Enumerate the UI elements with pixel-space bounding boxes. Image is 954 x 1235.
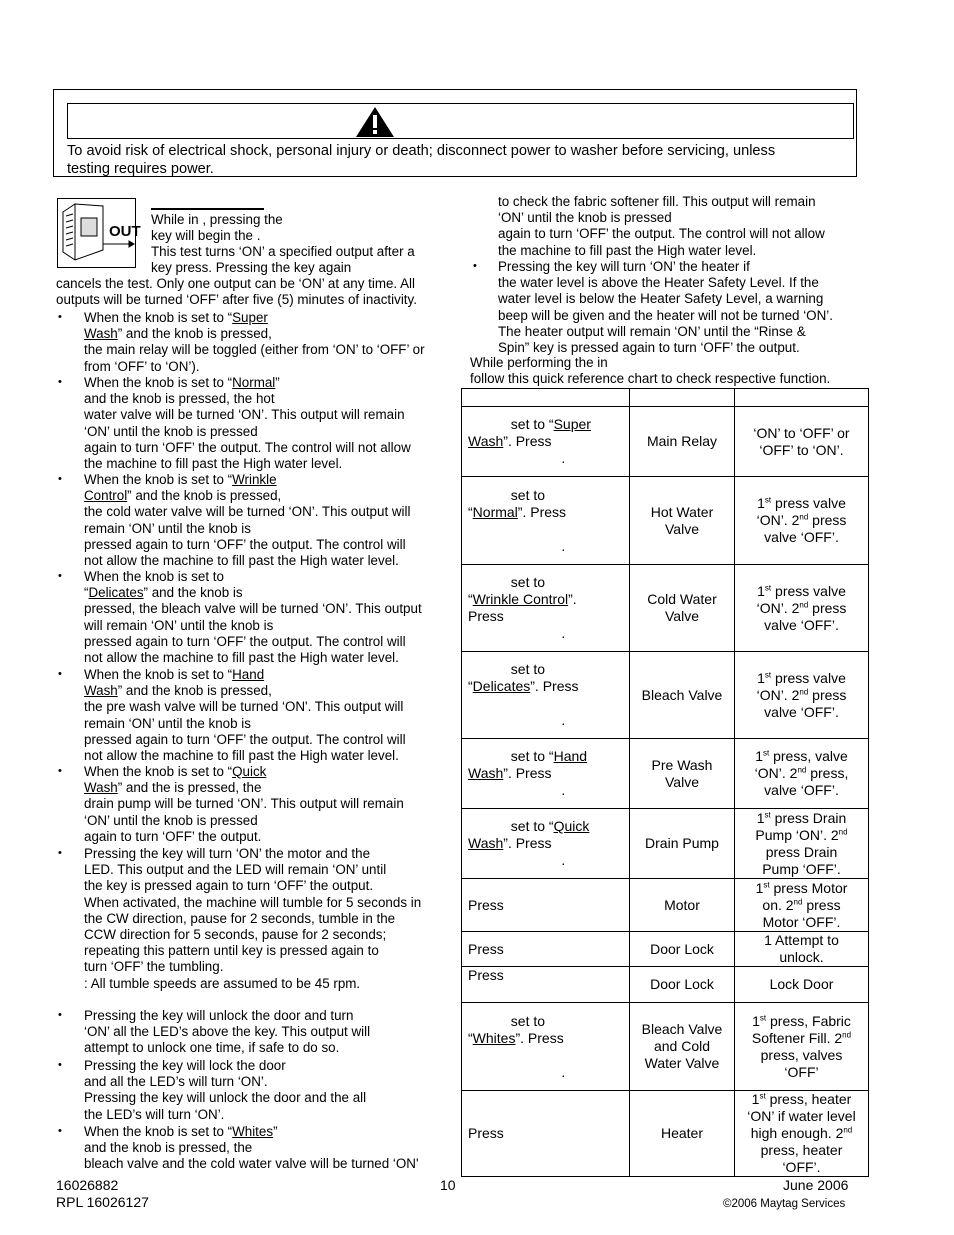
bullet-line: When the knob is set to bbox=[84, 569, 224, 584]
heater-bullet-line: The heater output will remain ‘ON’ until the “Rinse & bbox=[498, 323, 806, 339]
cell-procedure: Press bbox=[462, 1091, 630, 1177]
cell-component: Bleach Valve bbox=[630, 652, 735, 739]
bullet-line: When the knob is set to “Super bbox=[84, 310, 268, 325]
cell-result: 1st press Drain Pump ‘ON’. 2nd press Drain Pump ‘OFF’. bbox=[735, 809, 869, 879]
table-row bbox=[462, 1091, 869, 1177]
bullet-dot: • bbox=[58, 376, 62, 388]
bullet-line: attempt to unlock one time, if safe to do so. bbox=[84, 1040, 340, 1055]
bullet-dot: • bbox=[58, 570, 62, 582]
bullet-line: Pressing the key will lock the door bbox=[84, 1058, 286, 1073]
heading-underline bbox=[151, 208, 264, 210]
cell-procedure: Press bbox=[462, 932, 630, 967]
bullet-line: ‘ON’ all the LED’s above the key. This output will bbox=[84, 1024, 371, 1039]
table-row bbox=[462, 809, 869, 879]
bullet-line: When the knob is set to “Quick bbox=[84, 764, 267, 779]
bullet-line: Wash” and the is pressed, the bbox=[84, 780, 262, 795]
bullet-line: When the knob is set to “Hand bbox=[84, 667, 265, 682]
cell-component: Door Lock bbox=[630, 932, 735, 967]
bullet-line: Pressing the key will turn ‘ON’ the motor and the bbox=[84, 846, 371, 861]
out-icon-label: OUT bbox=[109, 223, 141, 240]
bullet-line: pressed again to turn ‘OFF’ the output. The control will bbox=[84, 634, 406, 649]
bullet-dot: • bbox=[58, 847, 62, 859]
bullet-line: : All tumble speeds are assumed to be 45 rpm. bbox=[84, 976, 361, 991]
bullet-line: remain ‘ON’ until the knob is bbox=[84, 521, 251, 536]
table-row bbox=[462, 407, 869, 477]
bullet-dot: • bbox=[58, 473, 62, 485]
chart-intro-line: While performing the in bbox=[470, 355, 608, 370]
bullet-line: repeating this pattern until key is pressed again to bbox=[84, 943, 379, 958]
cell-procedure: set to “Normal”. Press . bbox=[462, 477, 630, 565]
cell-component: Pre Wash Valve bbox=[630, 739, 735, 809]
copyright: ©2006 Maytag Services bbox=[723, 1198, 846, 1210]
cell-result: 1st press, valve ‘ON’. 2nd press, valve ‘OFF’. bbox=[735, 739, 869, 809]
cell-procedure: Press bbox=[462, 967, 630, 1003]
bullet-line: and the knob is pressed, the hot bbox=[84, 391, 275, 406]
table-row bbox=[462, 652, 869, 739]
chart-intro-line: follow this quick reference chart to check respective function. bbox=[470, 371, 831, 387]
cell-component: Heater bbox=[630, 1091, 735, 1177]
intro-line: While in , pressing the bbox=[151, 212, 283, 227]
bullet-line: Control” and the knob is pressed, bbox=[84, 488, 282, 503]
cell-procedure: set to “Super Wash”. Press . bbox=[462, 407, 630, 477]
bullet-line: from ‘OFF’ to ‘ON’). bbox=[84, 359, 200, 374]
cell-procedure: set to “Quick Wash”. Press . bbox=[462, 809, 630, 879]
bullet-line: Pressing the key will unlock the door and turn bbox=[84, 1008, 354, 1023]
intro-line: cancels the test. Only one output can be ‘ON’ at any time. All bbox=[56, 276, 416, 291]
warning-triangle-icon bbox=[355, 106, 395, 138]
bullet-dot: • bbox=[58, 1125, 62, 1137]
bullet-line: CCW direction for 5 seconds, pause for 2 seconds; bbox=[84, 927, 387, 942]
cell-procedure: set to “Wrinkle Control”. Press . bbox=[462, 565, 630, 652]
heater-bullet-line: the water level is above the Heater Safety Level. If the bbox=[498, 275, 819, 291]
heater-bullet-line: Spin” key is pressed again to turn ‘OFF’ the output. bbox=[498, 340, 800, 355]
cell-procedure: set to “Delicates”. Press . bbox=[462, 652, 630, 739]
cell-result: 1 Attempt to unlock. bbox=[735, 932, 869, 967]
doc-number: 16026882 bbox=[56, 1177, 119, 1193]
bullet-line: LED. This output and the LED will remain ‘ON’ until bbox=[84, 862, 387, 877]
bullet-line: When activated, the machine will tumble for 5 seconds in bbox=[84, 895, 422, 910]
bullet-line: water valve will be turned ‘ON’. This output will remain bbox=[84, 407, 405, 422]
bullet-line: not allow the machine to fill past the High water level. bbox=[84, 650, 399, 665]
cell-result: 1st press valve ‘ON’. 2nd press valve ‘OFF’. bbox=[735, 477, 869, 565]
table-row bbox=[462, 879, 869, 932]
bullet-line: pressed again to turn ‘OFF’ the output. The control will bbox=[84, 732, 406, 747]
bullet-line: the main relay will be toggled (either from ‘ON’ to ‘OFF’ or bbox=[84, 342, 425, 357]
cell-component: Motor bbox=[630, 879, 735, 932]
table-row bbox=[462, 739, 869, 809]
bullet-line: again to turn ‘OFF’ the output. bbox=[84, 829, 262, 844]
bullet-dot: • bbox=[58, 765, 62, 777]
bullet-line: not allow the machine to fill past the High water level. bbox=[84, 553, 399, 568]
right-continued-line: the machine to fill past the High water level. bbox=[498, 242, 757, 258]
bullet-dot: • bbox=[58, 311, 62, 323]
cell-result bbox=[735, 389, 869, 407]
quick-reference-table bbox=[461, 388, 869, 1177]
bullet-line: not allow the machine to fill past the High water level. bbox=[84, 748, 399, 763]
intro-line: outputs will be turned ‘OFF’ after five (5) minutes of inactivity. bbox=[56, 292, 417, 307]
bullet-line: drain pump will be turned ‘ON’. This output will remain bbox=[84, 796, 404, 811]
cell-result: 1st press, heater ‘ON’ if water level high enough. 2nd press, heater ‘OFF’. bbox=[735, 1091, 869, 1177]
cell-component: Door Lock bbox=[630, 967, 735, 1003]
bullet-dot: • bbox=[473, 260, 477, 272]
intro-line: key will begin the . bbox=[151, 228, 261, 243]
bullet-line: the cold water valve will be turned ‘ON’. This output will bbox=[84, 504, 411, 519]
bullet-line: pressed, the bleach valve will be turned ‘ON’. This output bbox=[84, 601, 422, 616]
warning-header-bar bbox=[67, 103, 854, 139]
bullet-line: and the knob is pressed, the bbox=[84, 1140, 253, 1155]
bullet-line: the pre wash valve will be turned ‘ON'. This output will bbox=[84, 699, 404, 714]
page-number: 10 bbox=[440, 1177, 456, 1193]
cell-procedure: set to “Whites”. Press . bbox=[462, 1003, 630, 1091]
warning-text-line2: testing requires power. bbox=[67, 161, 214, 177]
cell-procedure: Press bbox=[462, 879, 630, 932]
table-row bbox=[462, 389, 869, 407]
bullet-line: Wash” and the knob is pressed, bbox=[84, 326, 272, 341]
heater-bullet-line: beep will be given and the heater will not be turned ‘ON’. bbox=[498, 307, 833, 323]
bullet-line: When the knob is set to “Wrinkle bbox=[84, 472, 277, 487]
bullet-line: the key is pressed again to turn ‘OFF’ the output. bbox=[84, 878, 374, 893]
cell-component: Bleach Valve and Cold Water Valve bbox=[630, 1003, 735, 1091]
bullet-line: pressed again to turn ‘OFF’ the output. The control will bbox=[84, 537, 406, 552]
bullet-line: ‘ON’ until the knob is pressed bbox=[84, 813, 258, 828]
footer-date: June 2006 bbox=[783, 1177, 849, 1193]
rpl-number: RPL 16026127 bbox=[56, 1194, 149, 1210]
bullet-line: remain ‘ON’ until the knob is bbox=[84, 716, 251, 731]
warning-text-line1: To avoid risk of electrical shock, personal injury or death; disconnect power to washer before servicing, unless bbox=[67, 143, 776, 159]
cell-result: 1st press Motor on. 2nd press Motor ‘OFF’. bbox=[735, 879, 869, 932]
bullet-line: turn ‘OFF’ the tumbling. bbox=[84, 959, 224, 974]
bullet-line: again to turn ‘OFF’ the output. The control will not allow bbox=[84, 440, 411, 455]
bullet-line: ‘ON’ until the knob is pressed bbox=[84, 424, 258, 439]
cell-component: Main Relay bbox=[630, 407, 735, 477]
bullet-line: the LED’s will turn ‘ON’. bbox=[84, 1107, 225, 1122]
right-continued-line: to check the fabric softener fill. This output will remain bbox=[498, 194, 816, 209]
output-test-icon bbox=[57, 198, 141, 268]
bullet-line: the machine to fill past the High water level. bbox=[84, 456, 343, 471]
table-row bbox=[462, 932, 869, 967]
cell-result: 1st press, Fabric Softener Fill. 2nd press, valves ‘OFF’ bbox=[735, 1003, 869, 1091]
cell-result: 1st press valve ‘ON’. 2nd press valve ‘OFF’. bbox=[735, 652, 869, 739]
intro-line: This test turns ‘ON’ a specified output after a bbox=[151, 244, 415, 259]
cell-procedure bbox=[462, 389, 630, 407]
bullet-line: bleach valve and the cold water valve will be turned ‘ON' bbox=[84, 1156, 419, 1171]
table-row bbox=[462, 477, 869, 565]
bullet-line: Pressing the key will unlock the door and the all bbox=[84, 1090, 367, 1105]
right-continued-line: again to turn ‘OFF’ the output. The control will not allow bbox=[498, 226, 825, 242]
table-row bbox=[462, 967, 869, 1003]
bullet-line: Wash” and the knob is pressed, bbox=[84, 683, 272, 698]
heater-bullet-line: Pressing the key will turn ‘ON’ the heater if bbox=[498, 259, 750, 274]
table-row bbox=[462, 565, 869, 652]
bullet-line: the CW direction, pause for 2 seconds, tumble in the bbox=[84, 911, 396, 926]
intro-line: key press. Pressing the key again bbox=[151, 260, 352, 275]
bullet-dot: • bbox=[58, 1059, 62, 1071]
bullet-line: When the knob is set to “Whites” bbox=[84, 1124, 278, 1139]
cell-result: ‘ON’ to ‘OFF’ or ‘OFF’ to ‘ON’. bbox=[735, 407, 869, 477]
cell-procedure: set to “Hand Wash”. Press . bbox=[462, 739, 630, 809]
warning-text bbox=[67, 142, 857, 178]
bullet-line: “Delicates” and the knob is bbox=[84, 585, 243, 600]
bullet-line: When the knob is set to “Normal” bbox=[84, 375, 280, 390]
cell-component bbox=[630, 389, 735, 407]
cell-component: Hot Water Valve bbox=[630, 477, 735, 565]
cell-component: Drain Pump bbox=[630, 809, 735, 879]
table-row bbox=[462, 1003, 869, 1091]
right-continued-line: ‘ON’ until the knob is pressed bbox=[498, 210, 672, 226]
cell-component: Cold Water Valve bbox=[630, 565, 735, 652]
heater-bullet-line: water level is below the Heater Safety Level, a warning bbox=[498, 291, 824, 307]
cell-result: 1st press valve ‘ON’. 2nd press valve ‘OFF’. bbox=[735, 565, 869, 652]
bullet-line: will remain ‘ON’ until the knob is bbox=[84, 618, 274, 633]
bullet-dot: • bbox=[58, 1009, 62, 1021]
bullet-dot: • bbox=[58, 668, 62, 680]
cell-result: Lock Door bbox=[735, 967, 869, 1003]
bullet-line: and all the LED’s will turn ‘ON’. bbox=[84, 1074, 268, 1089]
